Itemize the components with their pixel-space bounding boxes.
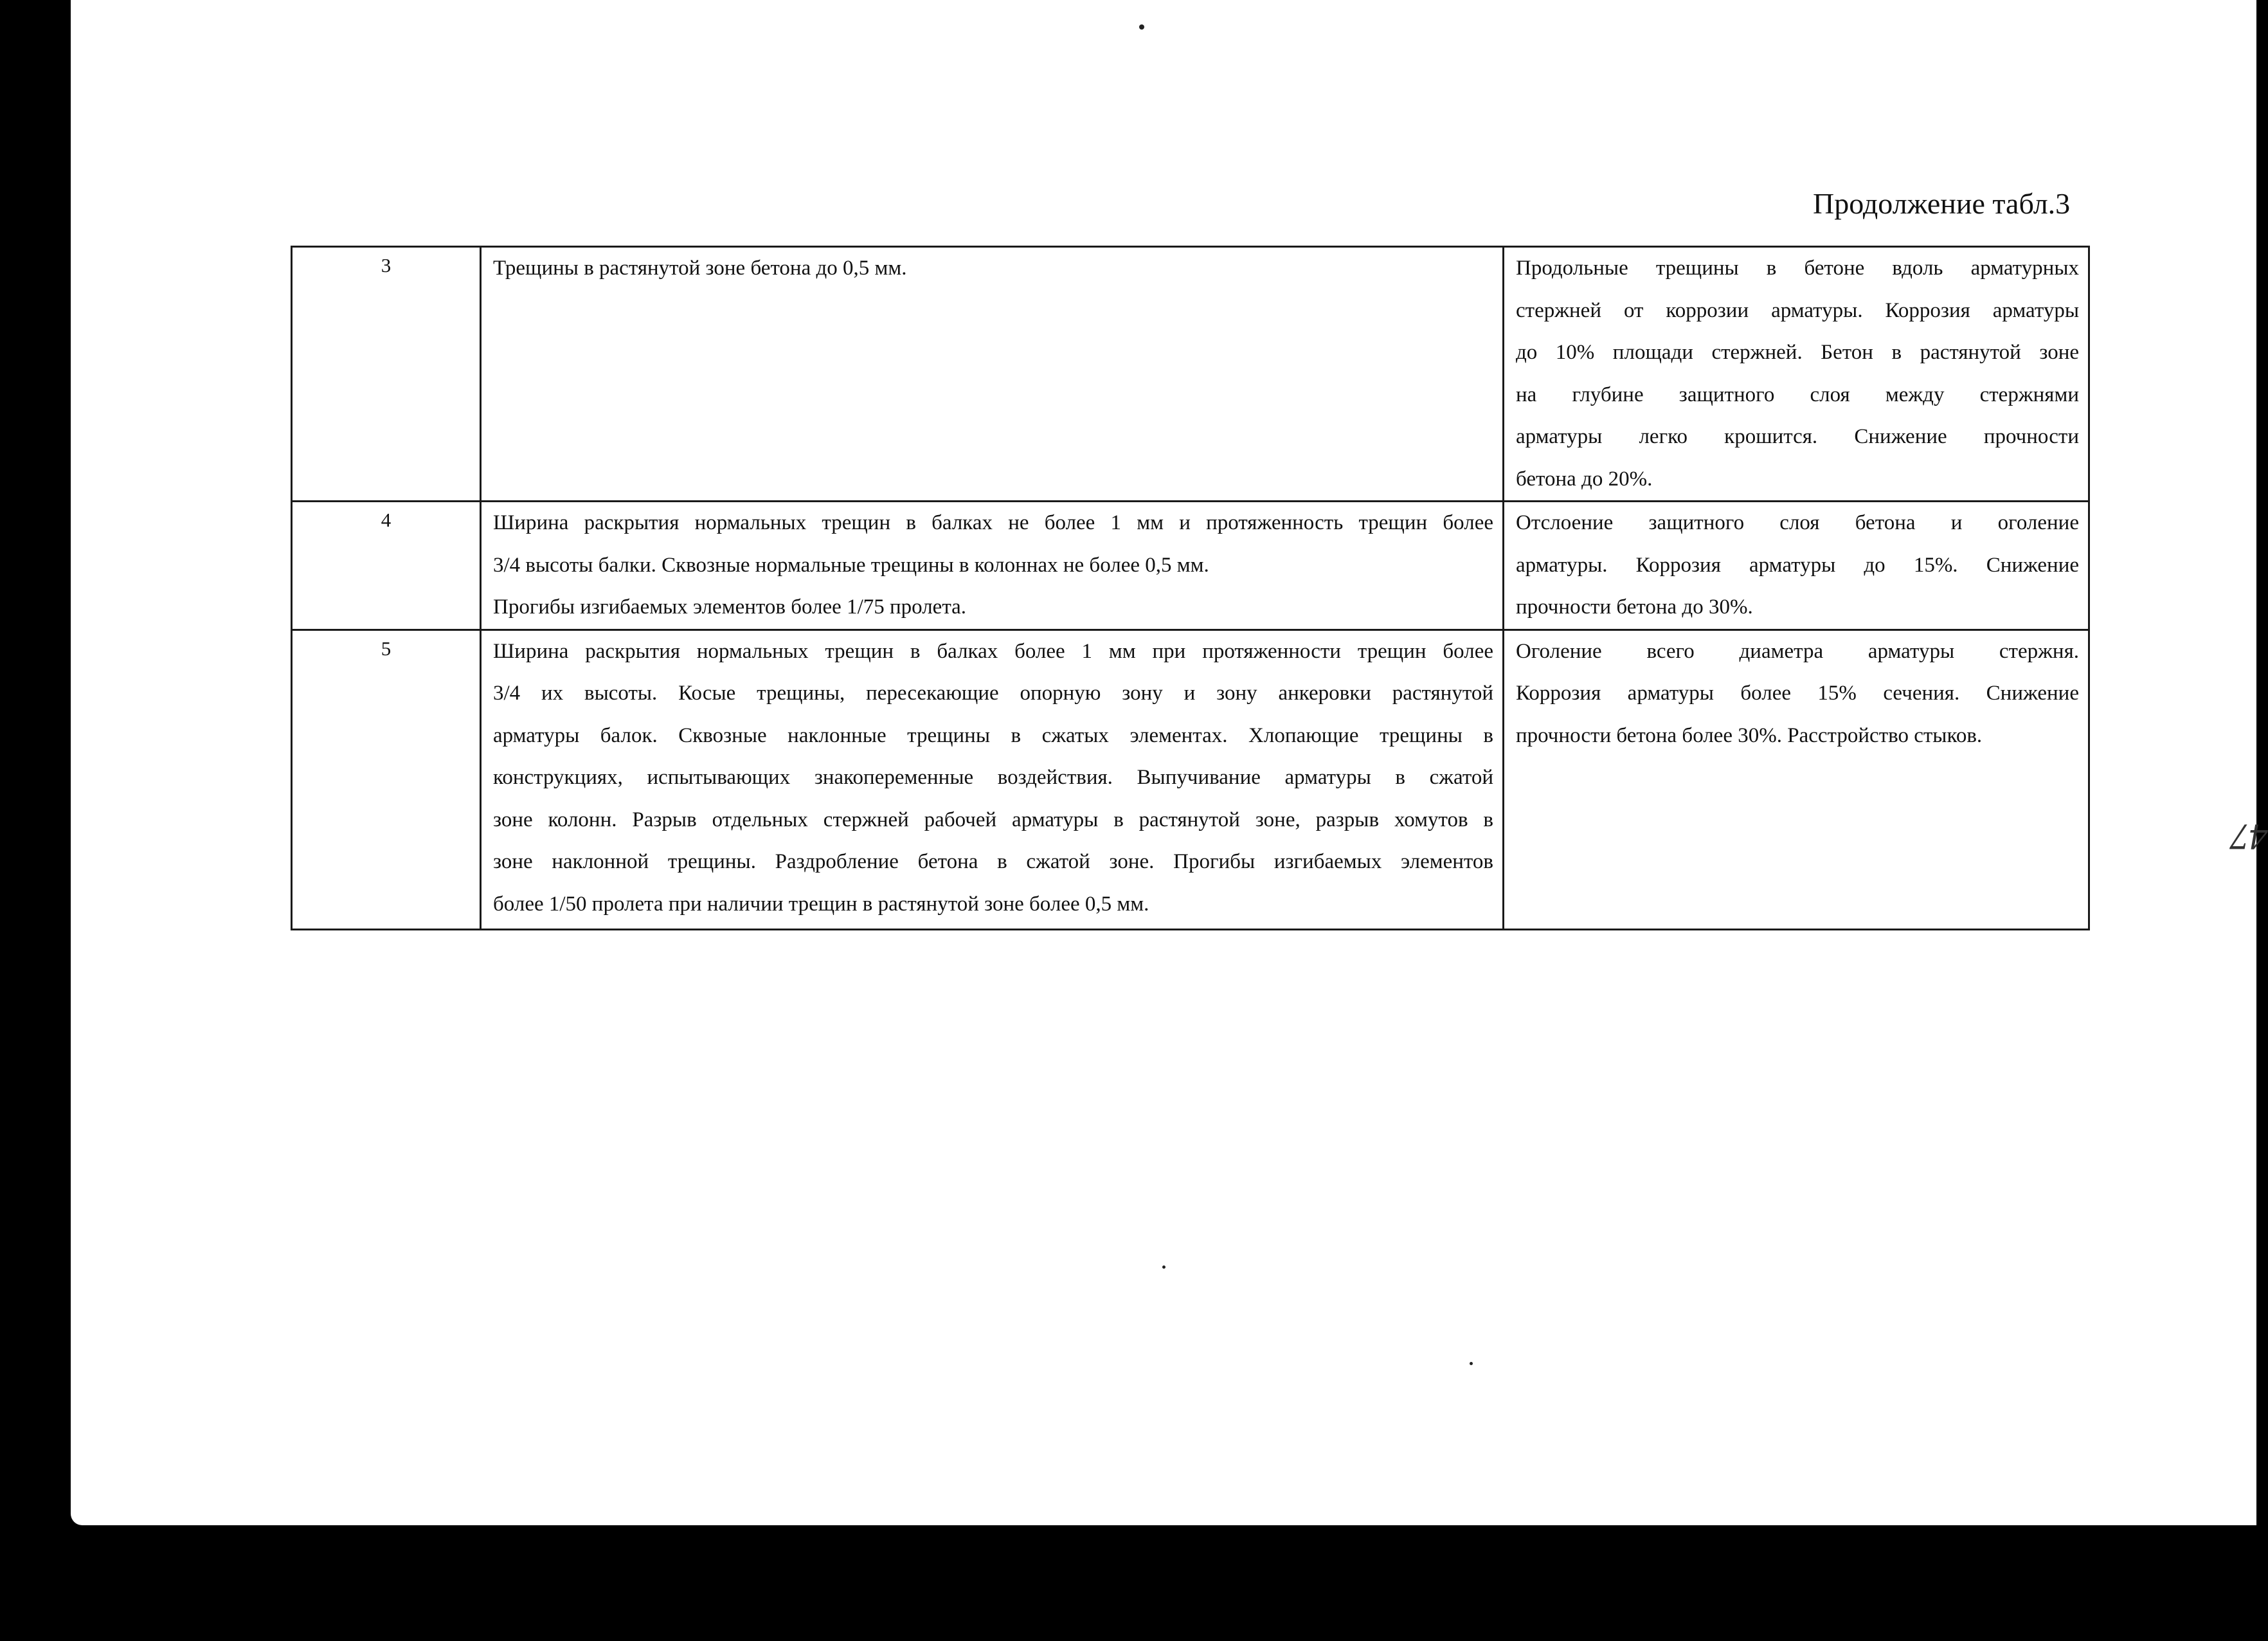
- damage-description: [481, 502, 1504, 630]
- text-line: бетона до 20%.: [1516, 467, 1653, 491]
- scan-speck: [1162, 1265, 1166, 1269]
- text-line: прочности бетона более 30%. Расстройство стыков.: [1516, 723, 1983, 747]
- text-line: Продольные трещины в бетоне вдоль арматурных: [1516, 257, 2079, 280]
- text-line: прочности бетона до 30%.: [1516, 595, 1753, 619]
- damage-consequence: [1504, 630, 2089, 929]
- table-row: [292, 247, 2089, 502]
- table-row: [292, 502, 2089, 630]
- row-number: 4: [292, 502, 481, 630]
- text-line: арматуры легко крошится. Снижение прочности: [1516, 425, 2079, 448]
- text-line: Трещины в растянутой зоне бетона до 0,5 мм.: [493, 257, 907, 280]
- text-line: арматуры балок. Сквозные наклонные трещины в сжатых элементах. Хлопающие трещины в: [493, 723, 1493, 747]
- text-line: Отслоение защитного слоя бетона и оголение: [1516, 511, 2079, 534]
- row-number: 5: [292, 630, 481, 929]
- table-row: [292, 630, 2089, 929]
- damage-consequence: [1504, 247, 2089, 502]
- damage-consequence: [1504, 502, 2089, 630]
- damage-description: [481, 247, 1504, 502]
- text-line: Прогибы изгибаемых элементов более 1/75 пролета.: [493, 595, 967, 619]
- text-line: Ширина раскрытия нормальных трещин в балках не более 1 мм и протяженность трещин более: [493, 511, 1493, 534]
- text-line: конструкциях, испытывающих знакопеременные воздействия. Выпучивание арматуры в сжатой: [493, 766, 1493, 789]
- text-line: Ширина раскрытия нормальных трещин в балках более 1 мм при протяженности трещин более: [493, 639, 1493, 663]
- text-line: Коррозия арматуры более 15% сечения. Снижение: [1516, 682, 2079, 705]
- scan-speck: [1139, 24, 1144, 30]
- text-line: 3/4 высоты балки. Сквозные нормальные трещины в колоннах не более 0,5 мм.: [493, 553, 1209, 577]
- page-number: 47: [2231, 816, 2268, 858]
- text-line: более 1/50 пролета при наличии трещин в растянутой зоне более 0,5 мм.: [493, 892, 1149, 916]
- damage-description: [481, 630, 1504, 929]
- row-number: 3: [292, 247, 481, 502]
- text-line: зоне колонн. Разрыв отдельных стержней рабочей арматуры в растянутой зоне, разрыв хомутов в: [493, 808, 1493, 831]
- damage-table: [291, 246, 2090, 930]
- text-line: на глубине защитного слоя между стержнями: [1516, 383, 2079, 406]
- scan-speck: [1470, 1362, 1473, 1365]
- scanned-page: [71, 0, 2268, 1525]
- text-line: стержней от коррозии арматуры. Коррозия арматуры: [1516, 298, 2079, 322]
- text-line: 3/4 их высоты. Косые трещины, пересекающие опорную зону и зону анкеровки растянутой: [493, 682, 1493, 705]
- text-line: до 10% площади стержней. Бетон в растянутой зоне: [1516, 341, 2079, 364]
- text-line: арматуры. Коррозия арматуры до 15%. Снижение: [1516, 553, 2079, 577]
- text-line: Оголение всего диаметра арматуры стержня.: [1516, 639, 2079, 663]
- text-line: зоне наклонной трещины. Раздробление бетона в сжатой зоне. Прогибы изгибаемых элементов: [493, 850, 1493, 873]
- table-caption: Продолжение табл.3: [1813, 187, 2071, 220]
